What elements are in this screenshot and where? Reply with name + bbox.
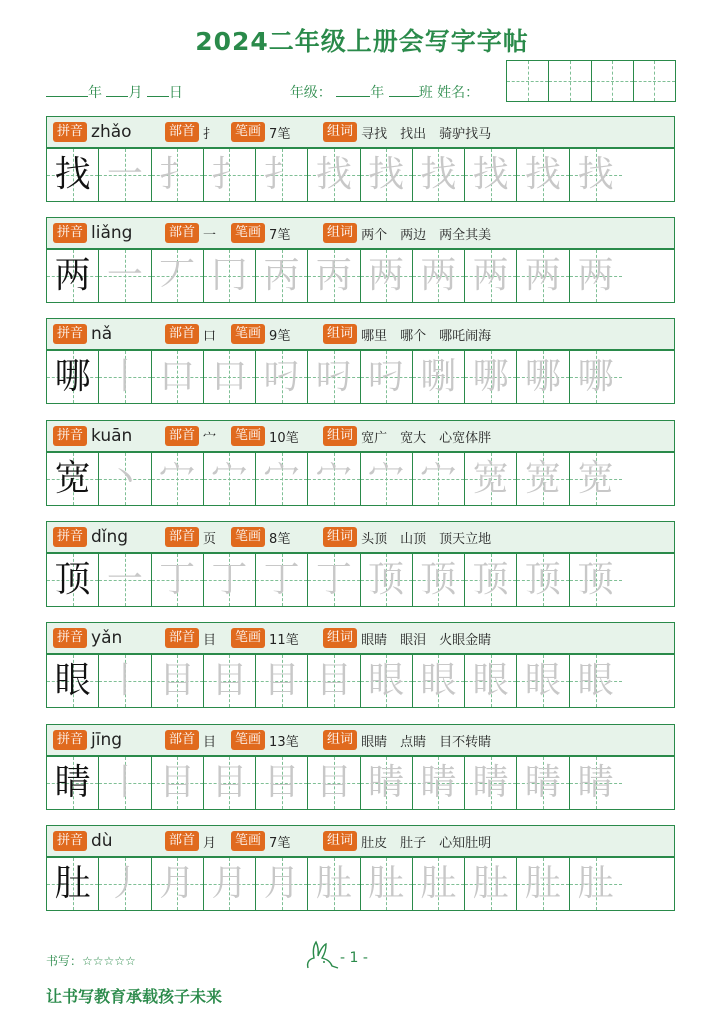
trace-cell[interactable] bbox=[256, 250, 308, 302]
radical-value: 扌 bbox=[203, 126, 217, 142]
trace-stroke: 肚 bbox=[368, 863, 405, 904]
trace-cell[interactable] bbox=[361, 655, 413, 707]
trace-stroke: 宀 bbox=[368, 458, 405, 499]
trace-cell[interactable] bbox=[570, 149, 622, 201]
trace-cell[interactable] bbox=[465, 757, 517, 809]
radical-tag: 部首 bbox=[165, 122, 199, 142]
trace-stroke: 目 bbox=[315, 762, 352, 803]
trace-cell[interactable] bbox=[256, 149, 308, 201]
trace-stroke: 叼 bbox=[263, 356, 300, 397]
trace-stroke: 目 bbox=[263, 762, 300, 803]
strokes-tag: 笔画 bbox=[231, 223, 265, 243]
trace-stroke: 丿 bbox=[106, 863, 143, 904]
trace-cell[interactable] bbox=[256, 655, 308, 707]
trace-stroke: 哵 bbox=[420, 356, 457, 397]
trace-cell[interactable] bbox=[570, 351, 622, 403]
trace-stroke: 宽 bbox=[472, 458, 509, 499]
trace-stroke: 宀 bbox=[211, 458, 248, 499]
trace-cell[interactable] bbox=[256, 554, 308, 606]
trace-cell[interactable] bbox=[99, 453, 151, 505]
trace-stroke: 丨 bbox=[106, 356, 143, 397]
trace-cell[interactable] bbox=[517, 149, 569, 201]
radical-value: 页 bbox=[203, 531, 217, 547]
strokes-tag: 笔画 bbox=[231, 527, 265, 547]
trace-cell[interactable] bbox=[413, 149, 465, 201]
model-char-cell bbox=[47, 655, 99, 707]
trace-cell[interactable] bbox=[308, 453, 360, 505]
radical-value: 月 bbox=[203, 835, 217, 851]
trace-cell[interactable] bbox=[204, 453, 256, 505]
trace-cell[interactable] bbox=[517, 453, 569, 505]
class-blank[interactable] bbox=[389, 84, 419, 97]
trace-cell[interactable] bbox=[308, 554, 360, 606]
writing-grid bbox=[46, 350, 675, 404]
trace-cell[interactable] bbox=[308, 757, 360, 809]
radical-tag: 部首 bbox=[165, 831, 199, 851]
trace-stroke: 丙 bbox=[263, 255, 300, 296]
model-char-cell bbox=[47, 858, 99, 910]
trace-stroke: 宀 bbox=[315, 458, 352, 499]
words-tag: 组词 bbox=[323, 426, 357, 446]
strokes-value: 8笔 bbox=[269, 531, 291, 547]
model-char: 宽 bbox=[54, 458, 91, 499]
trace-stroke: 丶 bbox=[106, 458, 143, 499]
trace-stroke: 一 bbox=[106, 255, 143, 296]
char-info-bar bbox=[46, 318, 675, 350]
trace-cell[interactable] bbox=[413, 351, 465, 403]
radical-tag: 部首 bbox=[165, 324, 199, 344]
trace-cell[interactable] bbox=[517, 250, 569, 302]
pinyin-value: dǐng bbox=[91, 527, 129, 547]
char-info-bar bbox=[46, 420, 675, 452]
trace-stroke: 一 bbox=[106, 154, 143, 195]
model-char: 睛 bbox=[54, 762, 91, 803]
trace-stroke: 宀 bbox=[263, 458, 300, 499]
trace-stroke: 顶 bbox=[524, 559, 561, 600]
grade-blank[interactable] bbox=[336, 84, 370, 97]
char-info-bar bbox=[46, 622, 675, 654]
strokes-value: 7笔 bbox=[269, 227, 291, 243]
trace-cell[interactable] bbox=[204, 351, 256, 403]
trace-stroke: 两 bbox=[472, 255, 509, 296]
trace-cell[interactable] bbox=[361, 554, 413, 606]
trace-stroke: 眼 bbox=[524, 660, 561, 701]
trace-cell[interactable] bbox=[256, 453, 308, 505]
model-char: 眼 bbox=[54, 660, 91, 701]
radical-tag: 部首 bbox=[165, 527, 199, 547]
trace-cell[interactable] bbox=[517, 655, 569, 707]
name-label: 姓名： bbox=[437, 85, 480, 101]
model-char-cell bbox=[47, 757, 99, 809]
pinyin-value: dù bbox=[91, 831, 113, 851]
trace-cell[interactable] bbox=[152, 757, 204, 809]
trace-cell[interactable] bbox=[256, 858, 308, 910]
model-char: 哪 bbox=[54, 356, 91, 397]
trace-cell[interactable] bbox=[99, 351, 151, 403]
trace-stroke: 顶 bbox=[472, 559, 509, 600]
trace-cell[interactable] bbox=[204, 858, 256, 910]
month-label: 月 bbox=[128, 85, 143, 101]
pinyin-tag: 拼音 bbox=[53, 426, 87, 446]
trace-stroke: 眼 bbox=[577, 660, 614, 701]
trace-cell[interactable] bbox=[152, 250, 204, 302]
words-value: 两个 两边 两全其美 bbox=[361, 227, 492, 243]
model-char: 肚 bbox=[54, 863, 91, 904]
trace-cell[interactable] bbox=[152, 149, 204, 201]
pinyin-tag: 拼音 bbox=[53, 730, 87, 750]
trace-cell[interactable] bbox=[361, 351, 413, 403]
trace-stroke: 丨 bbox=[106, 762, 143, 803]
trace-stroke: 宽 bbox=[577, 458, 614, 499]
trace-stroke: 目 bbox=[211, 762, 248, 803]
trace-stroke: 丆 bbox=[159, 255, 196, 296]
trace-stroke: 丨 bbox=[106, 660, 143, 701]
strokes-tag: 笔画 bbox=[231, 324, 265, 344]
pinyin-tag: 拼音 bbox=[53, 527, 87, 547]
pinyin-value: jīng bbox=[91, 730, 123, 750]
trace-stroke: 宀 bbox=[159, 458, 196, 499]
trace-cell[interactable] bbox=[517, 858, 569, 910]
pinyin-value: kuān bbox=[91, 426, 133, 446]
trace-cell[interactable] bbox=[517, 351, 569, 403]
words-value: 哪里 哪个 哪吒闹海 bbox=[361, 328, 492, 344]
info-line bbox=[46, 82, 479, 102]
trace-cell[interactable] bbox=[308, 149, 360, 201]
model-char-cell bbox=[47, 149, 99, 201]
radical-value: 口 bbox=[203, 328, 217, 344]
pinyin-tag: 拼音 bbox=[53, 324, 87, 344]
trace-stroke: 月 bbox=[159, 863, 196, 904]
trace-cell[interactable] bbox=[152, 655, 204, 707]
trace-cell[interactable] bbox=[570, 453, 622, 505]
radical-value: 目 bbox=[203, 632, 217, 648]
trace-stroke: 叼 bbox=[368, 356, 405, 397]
trace-cell[interactable] bbox=[308, 858, 360, 910]
model-char-cell bbox=[47, 554, 99, 606]
trace-stroke: 宽 bbox=[524, 458, 561, 499]
trace-cell[interactable] bbox=[99, 149, 151, 201]
strokes-value: 10笔 bbox=[269, 430, 299, 446]
trace-cell[interactable] bbox=[465, 250, 517, 302]
trace-cell[interactable] bbox=[413, 757, 465, 809]
radical-tag: 部首 bbox=[165, 628, 199, 648]
trace-stroke: 目 bbox=[211, 660, 248, 701]
trace-cell[interactable] bbox=[570, 858, 622, 910]
strokes-value: 7笔 bbox=[269, 126, 291, 142]
trace-stroke: 找 bbox=[524, 154, 561, 195]
trace-stroke: 丁 bbox=[263, 559, 300, 600]
trace-cell[interactable] bbox=[308, 250, 360, 302]
pinyin-value: liǎng bbox=[91, 223, 133, 243]
trace-stroke: 宀 bbox=[420, 458, 457, 499]
radical-tag: 部首 bbox=[165, 730, 199, 750]
trace-stroke: 目 bbox=[159, 762, 196, 803]
trace-stroke: 哪 bbox=[577, 356, 614, 397]
trace-stroke: 两 bbox=[577, 255, 614, 296]
trace-stroke: 扌 bbox=[263, 154, 300, 195]
year-label: 年 bbox=[88, 85, 102, 101]
strokes-tag: 笔画 bbox=[231, 628, 265, 648]
char-block bbox=[46, 318, 675, 406]
model-char-cell bbox=[47, 250, 99, 302]
trace-cell[interactable] bbox=[413, 554, 465, 606]
trace-stroke: 目 bbox=[263, 660, 300, 701]
words-tag: 组词 bbox=[323, 730, 357, 750]
class-label: 班 bbox=[418, 85, 433, 101]
trace-stroke: 扌 bbox=[159, 154, 196, 195]
char-block bbox=[46, 724, 675, 812]
trace-stroke: 叼 bbox=[315, 356, 352, 397]
words-value: 宽广 宽大 心宽体胖 bbox=[361, 430, 492, 446]
slogan: 让书写教育承载孩子未来 bbox=[46, 987, 223, 1006]
trace-cell[interactable] bbox=[256, 757, 308, 809]
trace-cell[interactable] bbox=[308, 655, 360, 707]
trace-stroke: 冂 bbox=[211, 255, 248, 296]
day-blank[interactable] bbox=[147, 84, 169, 97]
trace-stroke: 哪 bbox=[472, 356, 509, 397]
words-value: 眼睛 眼泪 火眼金睛 bbox=[361, 632, 492, 648]
trace-stroke: 顶 bbox=[577, 559, 614, 600]
pinyin-tag: 拼音 bbox=[53, 628, 87, 648]
trace-stroke: 顶 bbox=[420, 559, 457, 600]
trace-stroke: 找 bbox=[315, 154, 352, 195]
radical-value: 目 bbox=[203, 734, 217, 750]
writing-grid bbox=[46, 756, 675, 810]
trace-stroke: 扌 bbox=[211, 154, 248, 195]
trace-cell[interactable] bbox=[465, 351, 517, 403]
trace-cell[interactable] bbox=[465, 453, 517, 505]
trace-stroke: 眼 bbox=[472, 660, 509, 701]
trace-cell[interactable] bbox=[204, 149, 256, 201]
strokes-tag: 笔画 bbox=[231, 122, 265, 142]
trace-stroke: 肚 bbox=[577, 863, 614, 904]
words-tag: 组词 bbox=[323, 628, 357, 648]
char-info-bar bbox=[46, 116, 675, 148]
words-value: 肚皮 肚子 心知肚明 bbox=[361, 835, 492, 851]
model-char-cell bbox=[47, 351, 99, 403]
pinyin-tag: 拼音 bbox=[53, 831, 87, 851]
pinyin-value: yǎn bbox=[91, 628, 123, 648]
trace-stroke: 眼 bbox=[420, 660, 457, 701]
radical-value: 宀 bbox=[203, 430, 217, 446]
char-info-bar bbox=[46, 825, 675, 857]
writing-grid bbox=[46, 654, 675, 708]
trace-cell[interactable] bbox=[99, 250, 151, 302]
page-number: - 1 - bbox=[340, 950, 368, 966]
trace-stroke: 哪 bbox=[524, 356, 561, 397]
trace-stroke: 找 bbox=[472, 154, 509, 195]
words-value: 眼睛 点睛 目不转睛 bbox=[361, 734, 492, 750]
trace-cell[interactable] bbox=[204, 554, 256, 606]
trace-stroke: 睛 bbox=[524, 762, 561, 803]
pinyin-tag: 拼音 bbox=[53, 223, 87, 243]
trace-cell[interactable] bbox=[361, 858, 413, 910]
month-blank[interactable] bbox=[106, 84, 128, 97]
trace-stroke: 肚 bbox=[420, 863, 457, 904]
trace-cell[interactable] bbox=[308, 351, 360, 403]
model-char: 两 bbox=[54, 255, 91, 296]
trace-cell[interactable] bbox=[152, 453, 204, 505]
trace-stroke: 两 bbox=[524, 255, 561, 296]
char-block bbox=[46, 521, 675, 609]
trace-stroke: 找 bbox=[368, 154, 405, 195]
page-title: 2024二年级上册会写字字帖 bbox=[195, 27, 529, 56]
trace-cell[interactable] bbox=[570, 757, 622, 809]
trace-stroke: 月 bbox=[263, 863, 300, 904]
trace-stroke: 口 bbox=[211, 356, 248, 397]
radical-tag: 部首 bbox=[165, 223, 199, 243]
char-block bbox=[46, 217, 675, 305]
name-grid[interactable] bbox=[506, 60, 676, 102]
char-block bbox=[46, 420, 675, 508]
pinyin-value: zhǎo bbox=[91, 122, 132, 142]
trace-stroke: 睛 bbox=[577, 762, 614, 803]
pinyin-tag: 拼音 bbox=[53, 122, 87, 142]
trace-cell[interactable] bbox=[465, 655, 517, 707]
strokes-tag: 笔画 bbox=[231, 831, 265, 851]
trace-cell[interactable] bbox=[465, 554, 517, 606]
trace-cell[interactable] bbox=[413, 655, 465, 707]
model-char: 找 bbox=[54, 154, 91, 195]
trace-cell[interactable] bbox=[99, 655, 151, 707]
strokes-tag: 笔画 bbox=[231, 730, 265, 750]
trace-cell[interactable] bbox=[413, 453, 465, 505]
trace-cell[interactable] bbox=[99, 757, 151, 809]
trace-cell[interactable] bbox=[204, 655, 256, 707]
trace-stroke: 眼 bbox=[368, 660, 405, 701]
pinyin-value: nǎ bbox=[91, 324, 113, 344]
trace-cell[interactable] bbox=[570, 250, 622, 302]
trace-stroke: 睛 bbox=[472, 762, 509, 803]
trace-cell[interactable] bbox=[256, 351, 308, 403]
trace-stroke: 两 bbox=[368, 255, 405, 296]
model-char-cell bbox=[47, 453, 99, 505]
trace-cell[interactable] bbox=[465, 858, 517, 910]
words-tag: 组词 bbox=[323, 527, 357, 547]
char-block bbox=[46, 825, 675, 913]
writing-grid bbox=[46, 148, 675, 202]
trace-stroke: 口 bbox=[159, 356, 196, 397]
words-value: 寻找 找出 骑驴找马 bbox=[361, 126, 492, 142]
trace-stroke: 两 bbox=[420, 255, 457, 296]
trace-stroke: 睛 bbox=[420, 762, 457, 803]
trace-cell[interactable] bbox=[413, 250, 465, 302]
trace-stroke: 肚 bbox=[472, 863, 509, 904]
trace-cell[interactable] bbox=[570, 655, 622, 707]
radical-tag: 部首 bbox=[165, 426, 199, 446]
trace-stroke: 目 bbox=[315, 660, 352, 701]
trace-stroke: 肚 bbox=[524, 863, 561, 904]
words-tag: 组词 bbox=[323, 324, 357, 344]
trace-cell[interactable] bbox=[99, 858, 151, 910]
char-block bbox=[46, 622, 675, 710]
trace-cell[interactable] bbox=[413, 858, 465, 910]
rabbit-icon bbox=[302, 938, 340, 972]
trace-cell[interactable] bbox=[361, 453, 413, 505]
strokes-value: 7笔 bbox=[269, 835, 291, 851]
year-blank[interactable] bbox=[46, 84, 88, 97]
radical-value: 一 bbox=[203, 227, 217, 243]
char-info-bar bbox=[46, 521, 675, 553]
trace-stroke: 找 bbox=[577, 154, 614, 195]
day-label: 日 bbox=[168, 85, 183, 101]
writing-grid bbox=[46, 452, 675, 506]
writing-grid bbox=[46, 249, 675, 303]
strokes-value: 11笔 bbox=[269, 632, 299, 648]
trace-stroke: 肚 bbox=[315, 863, 352, 904]
strokes-value: 9笔 bbox=[269, 328, 291, 344]
trace-cell[interactable] bbox=[361, 149, 413, 201]
char-info-bar bbox=[46, 217, 675, 249]
char-block bbox=[46, 116, 675, 204]
trace-cell[interactable] bbox=[204, 757, 256, 809]
trace-cell[interactable] bbox=[517, 757, 569, 809]
words-tag: 组词 bbox=[323, 122, 357, 142]
trace-stroke: 找 bbox=[420, 154, 457, 195]
trace-stroke: 睛 bbox=[368, 762, 405, 803]
writing-grid bbox=[46, 553, 675, 607]
trace-cell[interactable] bbox=[152, 351, 204, 403]
words-tag: 组词 bbox=[323, 831, 357, 851]
trace-stroke: 顶 bbox=[368, 559, 405, 600]
char-info-bar bbox=[46, 724, 675, 756]
trace-stroke: 丁 bbox=[211, 559, 248, 600]
score-label: 书写：☆☆☆☆☆ bbox=[46, 954, 136, 968]
trace-cell[interactable] bbox=[152, 554, 204, 606]
trace-stroke: 目 bbox=[159, 660, 196, 701]
words-tag: 组词 bbox=[323, 223, 357, 243]
trace-stroke: 月 bbox=[211, 863, 248, 904]
words-value: 头顶 山顶 顶天立地 bbox=[361, 531, 492, 547]
trace-stroke: 丁 bbox=[159, 559, 196, 600]
strokes-value: 13笔 bbox=[269, 734, 299, 750]
trace-stroke: 一 bbox=[106, 559, 143, 600]
writing-grid bbox=[46, 857, 675, 911]
trace-cell[interactable] bbox=[361, 757, 413, 809]
grade-label: 年级： bbox=[289, 85, 332, 101]
trace-cell[interactable] bbox=[99, 554, 151, 606]
trace-cell[interactable] bbox=[517, 554, 569, 606]
model-char: 顶 bbox=[54, 559, 91, 600]
trace-stroke: 丙 bbox=[315, 255, 352, 296]
trace-cell[interactable] bbox=[361, 250, 413, 302]
grade-year-label: 年 bbox=[370, 85, 385, 101]
trace-cell[interactable] bbox=[465, 149, 517, 201]
trace-stroke: 丁 bbox=[315, 559, 352, 600]
trace-cell[interactable] bbox=[204, 250, 256, 302]
trace-cell[interactable] bbox=[570, 554, 622, 606]
strokes-tag: 笔画 bbox=[231, 426, 265, 446]
trace-cell[interactable] bbox=[152, 858, 204, 910]
